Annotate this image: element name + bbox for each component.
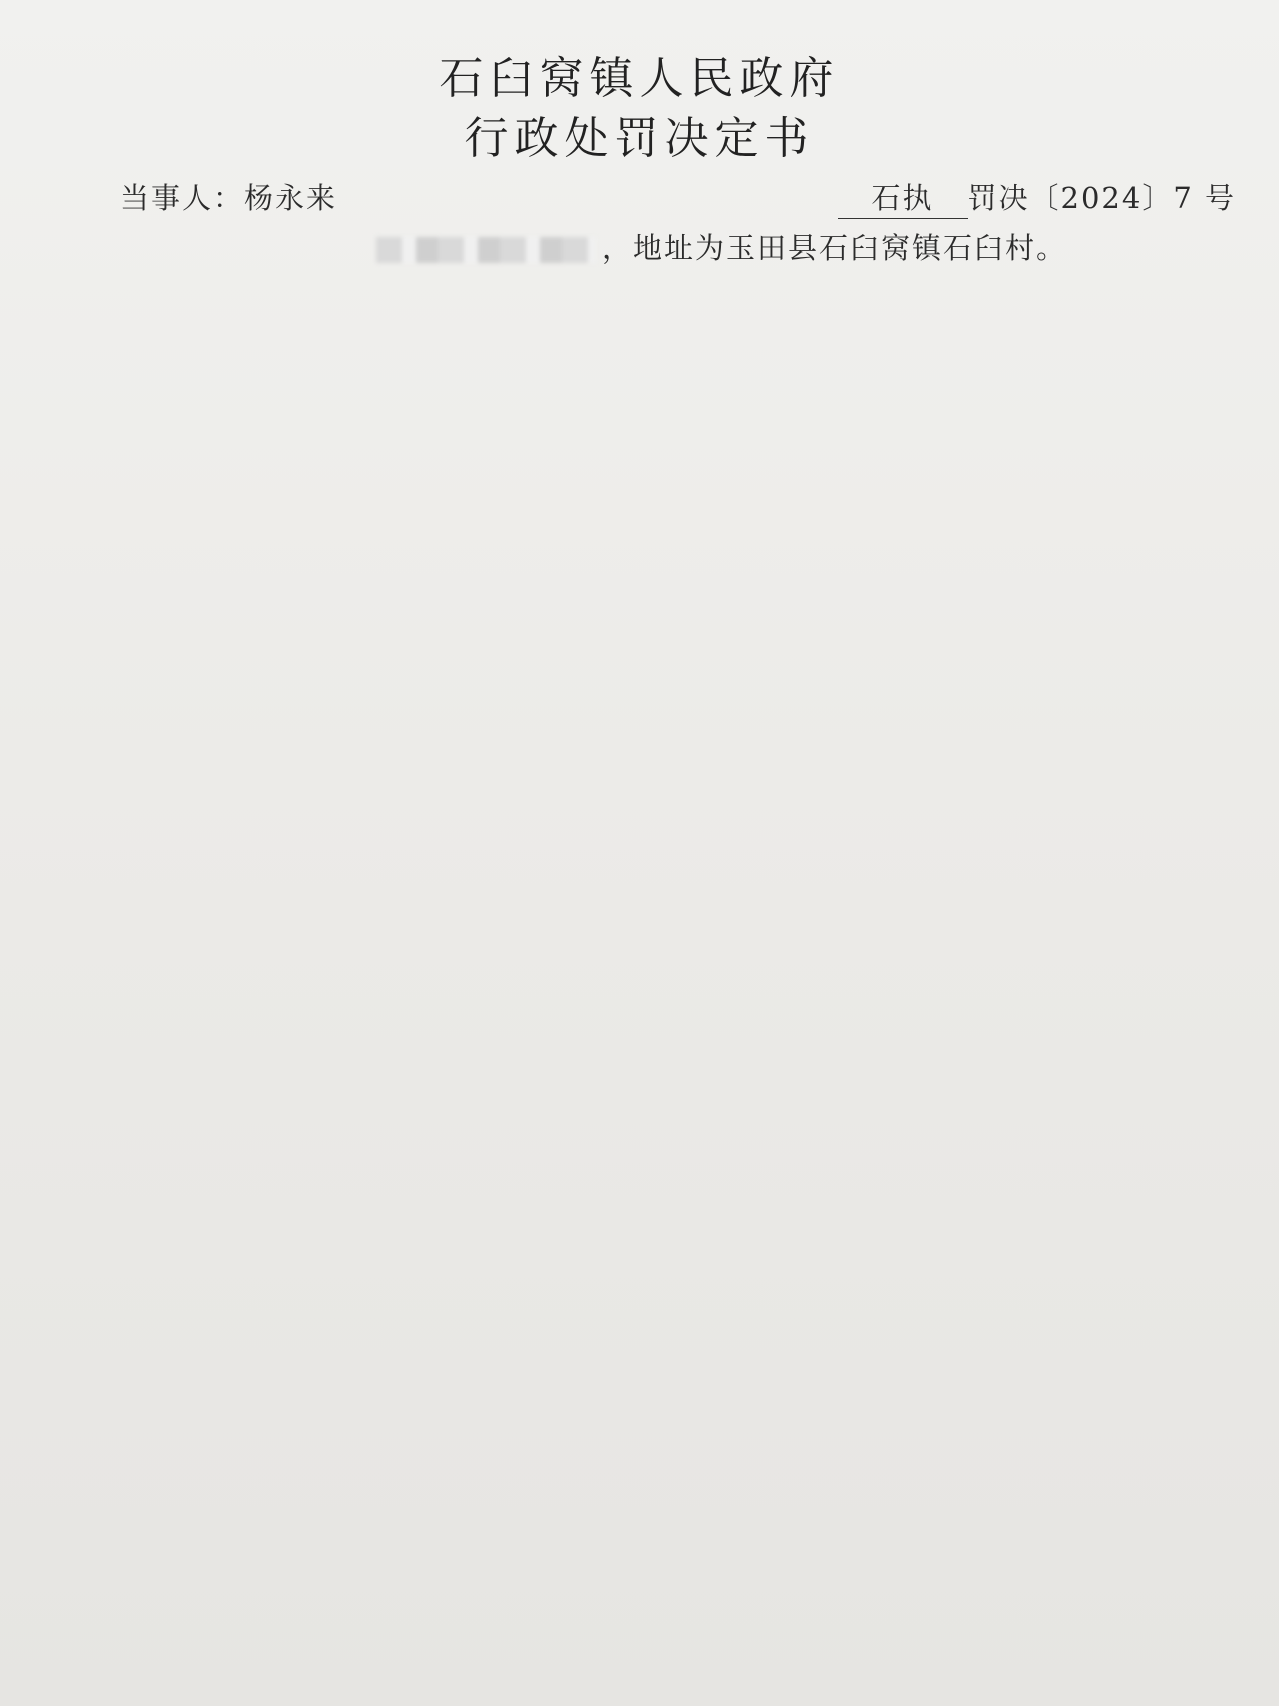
- party-label: 当事人：: [120, 181, 245, 215]
- document-title-line1: 石臼窝镇人民政府: [439, 53, 840, 104]
- document-title-line2: 行政处罚决定书: [464, 113, 815, 164]
- document-number-suffix: 罚决〔2024〕7 号: [967, 181, 1236, 215]
- document-number-blank: 石执: [838, 178, 968, 219]
- party-line: [120, 172, 720, 224]
- address-text: ，地址为玉田县石臼窝镇石臼村。: [602, 231, 1068, 265]
- basis-placeholder: [120, 222, 1236, 274]
- party-name: 杨永来: [244, 181, 338, 215]
